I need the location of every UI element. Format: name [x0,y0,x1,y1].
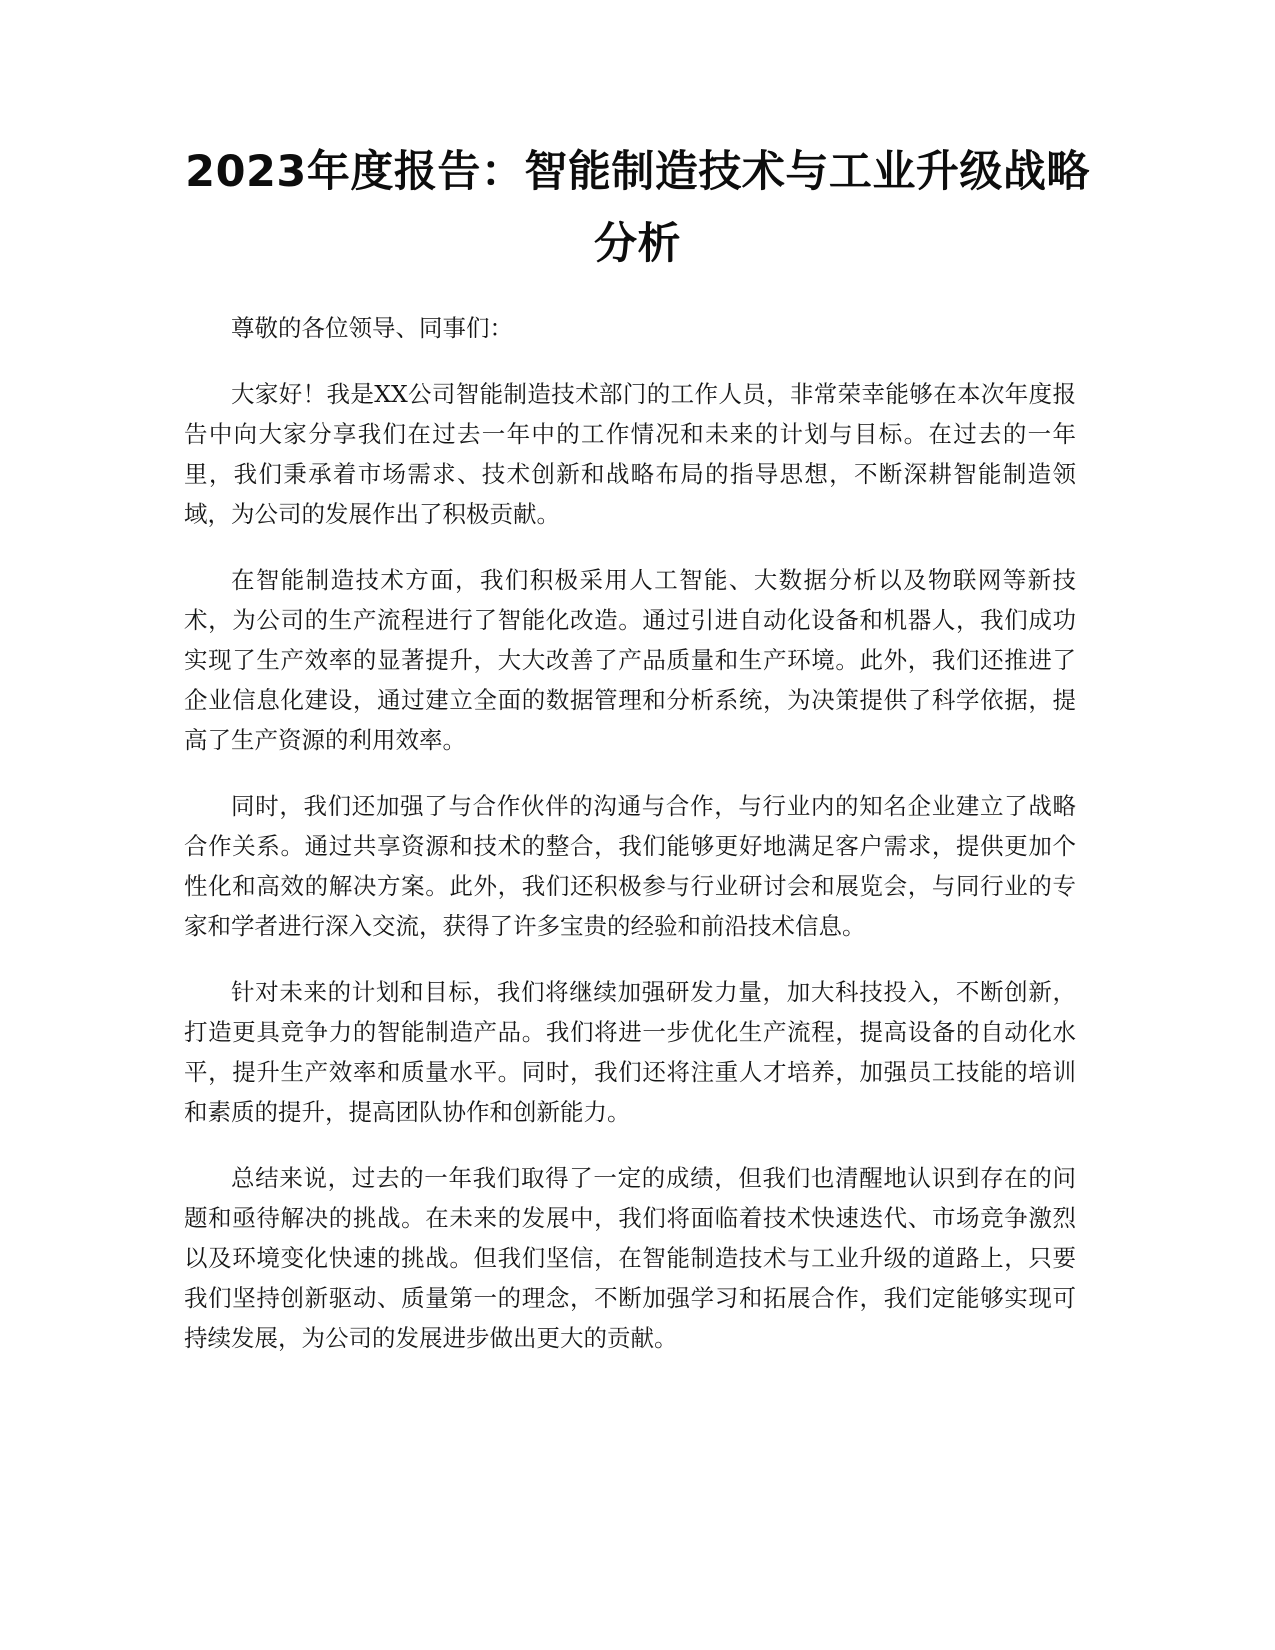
salutation-paragraph: 尊敬的各位领导、同事们： [231,314,513,342]
body-paragraph: 针对未来的计划和目标，我们将继续加强研发力量，加大科技投入，不断创新，打造更具竞争力的智能制造产品。我们将进一步优化生产流程，提高设备的自动化水平，提升生产效率和质量水平。同时，我们还将注重人才培养，加强员工技能的培训和素质的提升，提高团队协作和创新能力。 [184,978,1076,1126]
document-body [184,308,1076,1384]
document-title: 2023年度报告：智能制造技术与工业升级战略分析 [185,147,1090,269]
body-paragraph: 在智能制造技术方面，我们积极采用人工智能、大数据分析以及物联网等新技术，为公司的生产流程进行了智能化改造。通过引进自动化设备和机器人，我们成功实现了生产效率的显著提升，大大改善了产品质量和生产环境。此外，我们还推进了企业信息化建设，通过建立全面的数据管理和分析系统，为决策提供了科学依据，提高了生产资源的利用效率。 [184,566,1076,754]
body-paragraph: 大家好！我是XX公司智能制造技术部门的工作人员，非常荣幸能够在本次年度报告中向大家分享我们在过去一年中的工作情况和未来的计划与目标。在过去的一年里，我们秉承着市场需求、技术创新和战略布局的指导思想，不断深耕智能制造领域，为公司的发展作出了积极贡献。 [184,380,1076,528]
body-paragraph: 总结来说，过去的一年我们取得了一定的成绩，但我们也清醒地认识到存在的问题和亟待解决的挑战。在未来的发展中，我们将面临着技术快速迭代、市场竞争激烈以及环境变化快速的挑战。但我们坚信，在智能制造技术与工业升级的道路上，只要我们坚持创新驱动、质量第一的理念，不断加强学习和拓展合作，我们定能够实现可持续发展，为公司的发展进步做出更大的贡献。 [184,1164,1076,1352]
body-paragraph: 同时，我们还加强了与合作伙伴的沟通与合作，与行业内的知名企业建立了战略合作关系。通过共享资源和技术的整合，我们能够更好地满足客户需求，提供更加个性化和高效的解决方案。此外，我们还积极参与行业研讨会和展览会，与同行业的专家和学者进行深入交流，获得了许多宝贵的经验和前沿技术信息。 [184,792,1076,940]
